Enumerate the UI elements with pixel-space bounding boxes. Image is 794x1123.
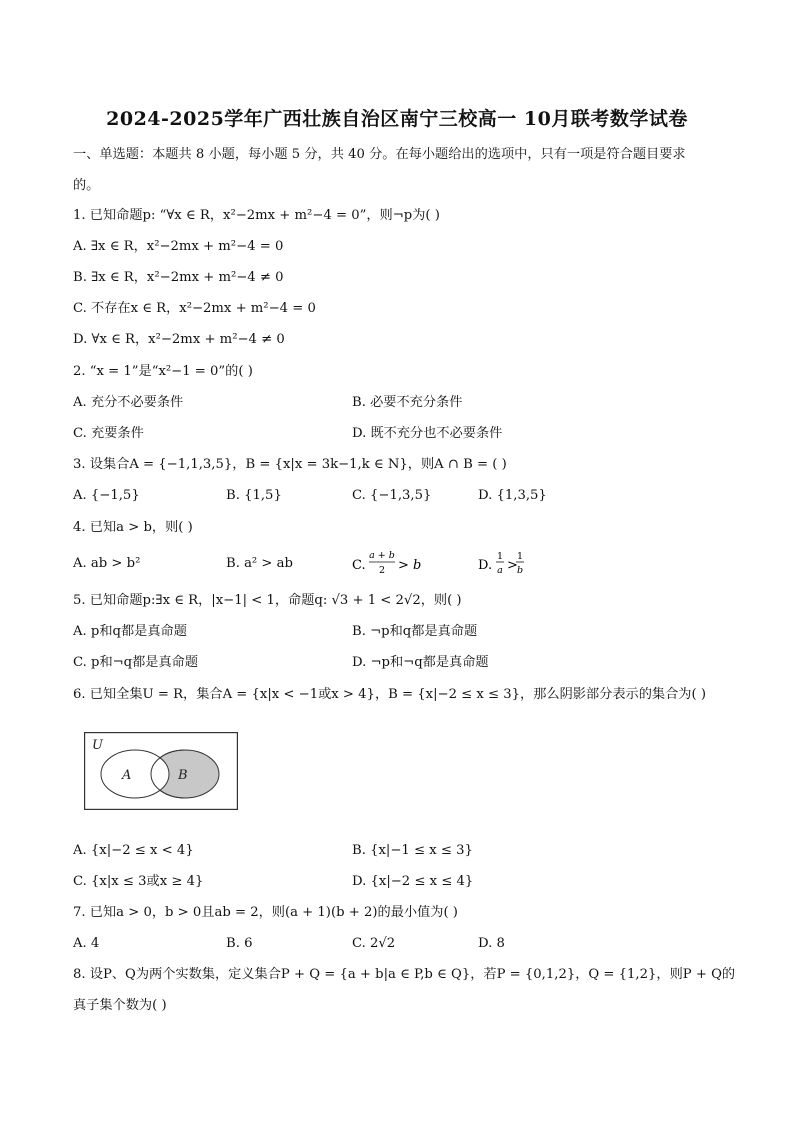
question-1-option-c: C. 不存在x ∈ R，x²−2mx + m²−4 = 0 bbox=[73, 301, 316, 316]
venn-diagram bbox=[84, 732, 238, 810]
venn-label-b: B bbox=[178, 768, 188, 783]
question-5-stem: 5. 已知命题p:∃x ∈ R，|x−1| < 1，命题q: √3 + 1 < 2√2，则( ) bbox=[73, 593, 462, 608]
option-d-relation: > bbox=[507, 558, 518, 573]
question-7-stem: 7. 已知a > 0，b > 0且ab = 2，则(a + 1)(b + 2)的最小值为( ) bbox=[73, 905, 458, 920]
question-2-option-a: A. 充分不必要条件 bbox=[73, 395, 184, 410]
option-d-numerator-2: 1 bbox=[516, 551, 524, 562]
section-instructions-line2: 的。 bbox=[73, 178, 100, 193]
question-7-option-b: B. 6 bbox=[226, 936, 253, 951]
question-2-option-d: D. 既不充分也不必要条件 bbox=[352, 426, 503, 441]
question-5-option-b: B. ¬p和q都是真命题 bbox=[352, 624, 478, 639]
question-6-option-d: D. {x|−2 ≤ x ≤ 4} bbox=[352, 874, 474, 889]
question-4-option-d-math bbox=[478, 548, 548, 580]
option-d-denominator-2: b bbox=[516, 565, 524, 576]
option-c-label: C. bbox=[352, 558, 366, 573]
section-instructions-line1: 一、单选题：本题共 8 小题，每小题 5 分，共 40 分。在每小题给出的选项中，只有一项是符合题目要求 bbox=[73, 147, 686, 162]
question-4-option-b: B. a² > ab bbox=[226, 556, 293, 571]
question-2-stem: 2. “x = 1”是“x²−1 = 0”的( ) bbox=[73, 364, 253, 379]
option-d-denominator-1: a bbox=[497, 565, 503, 576]
question-5-option-d: D. ¬p和¬q都是真命题 bbox=[352, 655, 489, 670]
question-3-option-d: D. {1,3,5} bbox=[478, 488, 547, 503]
question-3-option-c: C. {−1,3,5} bbox=[352, 488, 432, 503]
question-5-option-a: A. p和q都是真命题 bbox=[73, 624, 187, 639]
question-8-stem-line2: 真子集个数为( ) bbox=[73, 998, 167, 1013]
option-d-label: D. bbox=[478, 558, 493, 573]
question-8-stem-line1: 8. 设P、Q为两个实数集，定义集合P + Q = {a + b|a ∈ P,b ∈ Q}，若P = {0,1,2}，Q = {1,2}，则P + Q的 bbox=[73, 967, 736, 982]
option-d-numerator-1: 1 bbox=[496, 551, 504, 562]
question-4-option-c-math bbox=[352, 548, 442, 580]
question-4-option-d bbox=[478, 548, 548, 586]
question-5-option-c: C. p和¬q都是真命题 bbox=[73, 655, 199, 670]
question-1-option-d: D. ∀x ∈ R，x²−2mx + m²−4 ≠ 0 bbox=[73, 332, 285, 347]
question-7-option-a: A. 4 bbox=[73, 936, 100, 951]
question-6-option-c: C. {x|x ≤ 3或x ≥ 4} bbox=[73, 874, 204, 889]
question-7-option-c: C. 2√2 bbox=[352, 936, 396, 951]
question-6-option-a: A. {x|−2 ≤ x < 4} bbox=[73, 843, 194, 858]
question-4-option-c bbox=[352, 548, 442, 586]
question-1-option-b: B. ∃x ∈ R，x²−2mx + m²−4 ≠ 0 bbox=[73, 270, 284, 285]
question-6-stem: 6. 已知全集U = R，集合A = {x|x < −1或x > 4}，B = {x|−2 ≤ x ≤ 3}，那么阴影部分表示的集合为( ) bbox=[73, 687, 706, 702]
question-2-option-b: B. 必要不充分条件 bbox=[352, 395, 463, 410]
venn-set-a bbox=[101, 750, 169, 798]
venn-label-a: A bbox=[122, 768, 132, 783]
question-4-stem: 4. 已知a > b，则( ) bbox=[73, 520, 193, 535]
question-6-option-b: B. {x|−1 ≤ x ≤ 3} bbox=[352, 843, 473, 858]
question-1-option-a: A. ∃x ∈ R，x²−2mx + m²−4 = 0 bbox=[73, 239, 284, 254]
question-1-stem: 1. 已知命题p: “∀x ∈ R，x²−2mx + m²−4 = 0”，则¬p为( ) bbox=[73, 208, 440, 223]
page-title: 2024-2025学年广西壮族自治区南宁三校高一 10月联考数学试卷 bbox=[106, 108, 688, 130]
question-3-stem: 3. 设集合A = {−1,1,3,5}，B = {x|x = 3k−1,k ∈ N}，则A ∩ B = ( ) bbox=[73, 457, 507, 472]
option-c-numerator: a + b bbox=[369, 550, 395, 561]
question-3-option-b: B. {1,5} bbox=[226, 488, 282, 503]
option-c-denominator: 2 bbox=[378, 565, 386, 576]
question-2-option-c: C. 充要条件 bbox=[73, 426, 144, 441]
question-4-option-a: A. ab > b² bbox=[73, 556, 141, 571]
question-3-option-a: A. {−1,5} bbox=[73, 488, 140, 503]
question-7-option-d: D. 8 bbox=[478, 936, 505, 951]
venn-label-u: U bbox=[92, 738, 103, 753]
option-c-relation: > b bbox=[398, 558, 422, 573]
